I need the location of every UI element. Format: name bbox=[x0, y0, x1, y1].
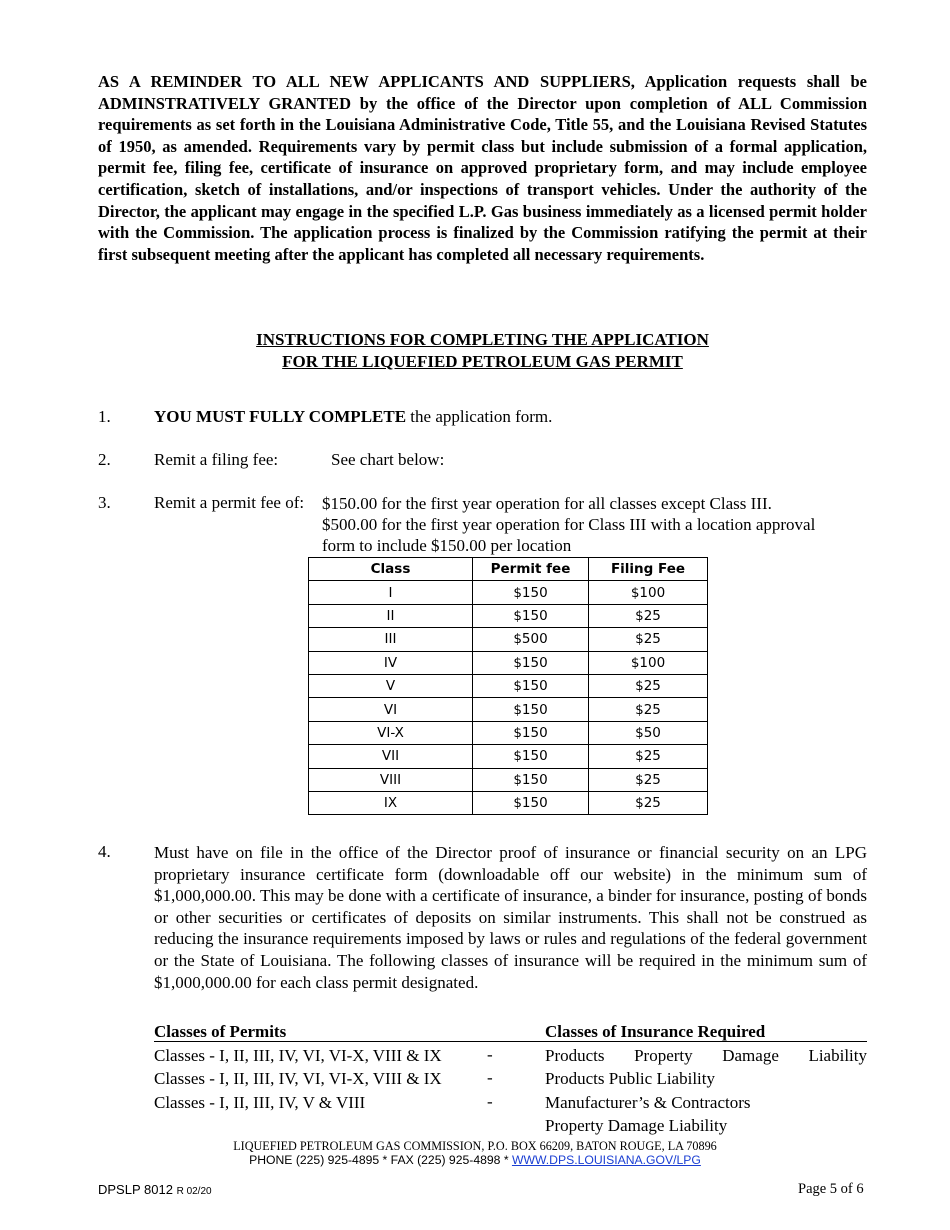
cell-class: IV bbox=[309, 651, 473, 674]
table-row bbox=[309, 791, 708, 814]
cell-permit-fee: $150 bbox=[473, 604, 589, 627]
item3-line3: form to include $150.00 per location bbox=[322, 536, 572, 555]
table-row bbox=[309, 674, 708, 697]
item1-text bbox=[154, 407, 552, 427]
row3-dash: - bbox=[487, 1092, 493, 1111]
cell-permit-fee: $150 bbox=[473, 791, 589, 814]
footer-phone-fax: PHONE (225) 925-4895 * FAX (225) 925-4898 * bbox=[249, 1153, 512, 1167]
item3-line2: $500.00 for the first year operation for Class III with a location approval bbox=[322, 515, 816, 534]
classes-heading-underline bbox=[154, 1041, 867, 1042]
item1-rest: the application form. bbox=[406, 407, 553, 426]
table-row bbox=[309, 628, 708, 651]
table-row bbox=[309, 698, 708, 721]
cell-permit-fee: $150 bbox=[473, 745, 589, 768]
item2-label: Remit a filing fee: bbox=[154, 450, 279, 469]
cell-filing-fee: $25 bbox=[589, 674, 708, 697]
cell-class: VII bbox=[309, 745, 473, 768]
cell-filing-fee: $100 bbox=[589, 581, 708, 604]
header-class: Class bbox=[309, 558, 473, 581]
cell-permit-fee: $150 bbox=[473, 721, 589, 744]
cell-filing-fee: $25 bbox=[589, 745, 708, 768]
cell-class: III bbox=[309, 628, 473, 651]
item4-number: 4. bbox=[98, 842, 111, 861]
form-number: DPSLP 8012 bbox=[98, 1182, 173, 1197]
cell-class: IX bbox=[309, 791, 473, 814]
footer-contact bbox=[0, 1153, 950, 1167]
item2-value: See chart below: bbox=[331, 450, 445, 469]
table-row bbox=[309, 721, 708, 744]
insurance-row2: Products Public Liability bbox=[545, 1069, 715, 1088]
cell-filing-fee: $50 bbox=[589, 721, 708, 744]
cell-filing-fee: $25 bbox=[589, 604, 708, 627]
cell-permit-fee: $500 bbox=[473, 628, 589, 651]
cell-filing-fee: $25 bbox=[589, 628, 708, 651]
item2-number: 2. bbox=[98, 450, 111, 469]
footer bbox=[0, 1139, 950, 1167]
item3-number: 3. bbox=[98, 493, 111, 512]
header-permit-fee: Permit fee bbox=[473, 558, 589, 581]
cell-permit-fee: $150 bbox=[473, 581, 589, 604]
table-row bbox=[309, 745, 708, 768]
form-revision: R 02/20 bbox=[176, 1186, 212, 1197]
cell-permit-fee: $150 bbox=[473, 768, 589, 791]
instructions-title bbox=[98, 329, 867, 373]
cell-filing-fee: $25 bbox=[589, 698, 708, 721]
table-row bbox=[309, 581, 708, 604]
cell-class: I bbox=[309, 581, 473, 604]
insurance-row3: Manufacturer’s & Contractors bbox=[545, 1093, 751, 1112]
permit-class-row2: Classes - I, II, III, IV, VI, VI-X, VIII & IX bbox=[154, 1069, 442, 1088]
header-filing-fee: Filing Fee bbox=[589, 558, 708, 581]
cell-permit-fee: $150 bbox=[473, 674, 589, 697]
table-row bbox=[309, 651, 708, 674]
classes-of-insurance-heading: Classes of Insurance Required bbox=[545, 1022, 766, 1041]
cell-class: V bbox=[309, 674, 473, 697]
cell-filing-fee: $100 bbox=[589, 651, 708, 674]
cell-filing-fee: $25 bbox=[589, 791, 708, 814]
fee-table-header-row bbox=[309, 558, 708, 581]
row2-dash: - bbox=[487, 1068, 493, 1087]
footer-address: LIQUEFIED PETROLEUM GAS COMMISSION, P.O. BOX 66209, BATON ROUGE, LA 70896 bbox=[233, 1139, 717, 1153]
cell-filing-fee: $25 bbox=[589, 768, 708, 791]
item3-label: Remit a permit fee of: bbox=[154, 493, 305, 512]
item3-line1: $150.00 for the first year operation for all classes except Class III. bbox=[322, 494, 772, 513]
fee-table bbox=[308, 557, 708, 815]
item1-bold: YOU MUST FULLY COMPLETE bbox=[154, 407, 407, 426]
cell-permit-fee: $150 bbox=[473, 651, 589, 674]
reminder-paragraph: AS A REMINDER TO ALL NEW APPLICANTS AND SUPPLIERS, Application requests shall be ADMINSTRATIVELY GRANTED by the office of the Director upon completion of ALL Commission requirements as set forth in the Louisiana Administrative Code, Title 55, and the Louisiana Revised Statutes of 1950, as amended. Requirements vary by permit class but include submission of a formal application, permit fee, filing fee, certificate of insurance on approved proprietary form, and may include employee certification, sketch of installations, and/or inspections of transport vehicles. Under the authority of the Director, the applicant may engage in the specified L.P. Gas business immediately as a licensed permit holder with the Commission. The application process is finalized by the Commission ratifying the permit at their first subsequent meeting after the applicant has completed all necessary requirements. bbox=[98, 72, 867, 264]
table-row bbox=[309, 604, 708, 627]
cell-class: II bbox=[309, 604, 473, 627]
row1-dash: - bbox=[487, 1045, 493, 1064]
cell-class: VI bbox=[309, 698, 473, 721]
insurance-row1: Products Property Damage Liability bbox=[545, 1046, 867, 1065]
instructions-title-line1: INSTRUCTIONS FOR COMPLETING THE APPLICATION bbox=[256, 330, 709, 349]
instructions-title-line2: FOR THE LIQUEFIED PETROLEUM GAS PERMIT bbox=[282, 352, 683, 371]
item4-text: Must have on file in the office of the Director proof of insurance or financial security on an LPG proprietary insurance certificate form (downloadable off our website) in the minimum sum of $1,000,000.00. This may be done with a certificate of insurance, a binder for insurance, posting of bonds or other securities or certificates of deposits on similar instruments. This shall not be construed as reducing the insurance requirements imposed by laws or rules and regulations of the federal government or the State of Louisiana. The following classes of insurance will be required in the minimum sum of $1,000,000.00 for each class permit designated. bbox=[154, 843, 867, 992]
insurance-row3-continuation: Property Damage Liability bbox=[545, 1116, 728, 1135]
permit-class-row3: Classes - I, II, III, IV, V & VIII bbox=[154, 1093, 366, 1112]
table-row bbox=[309, 768, 708, 791]
footer-website-link[interactable]: WWW.DPS.LOUISIANA.GOV/LPG bbox=[511, 1153, 701, 1167]
item1-number: 1. bbox=[98, 407, 111, 426]
page-number: Page 5 of 6 bbox=[798, 1181, 864, 1197]
form-id bbox=[98, 1182, 212, 1197]
permit-class-row1: Classes - I, II, III, IV, VI, VI-X, VIII & IX bbox=[154, 1046, 442, 1065]
cell-class: VIII bbox=[309, 768, 473, 791]
classes-of-permits-heading: Classes of Permits bbox=[154, 1022, 287, 1041]
cell-class: VI-X bbox=[309, 721, 473, 744]
cell-permit-fee: $150 bbox=[473, 698, 589, 721]
